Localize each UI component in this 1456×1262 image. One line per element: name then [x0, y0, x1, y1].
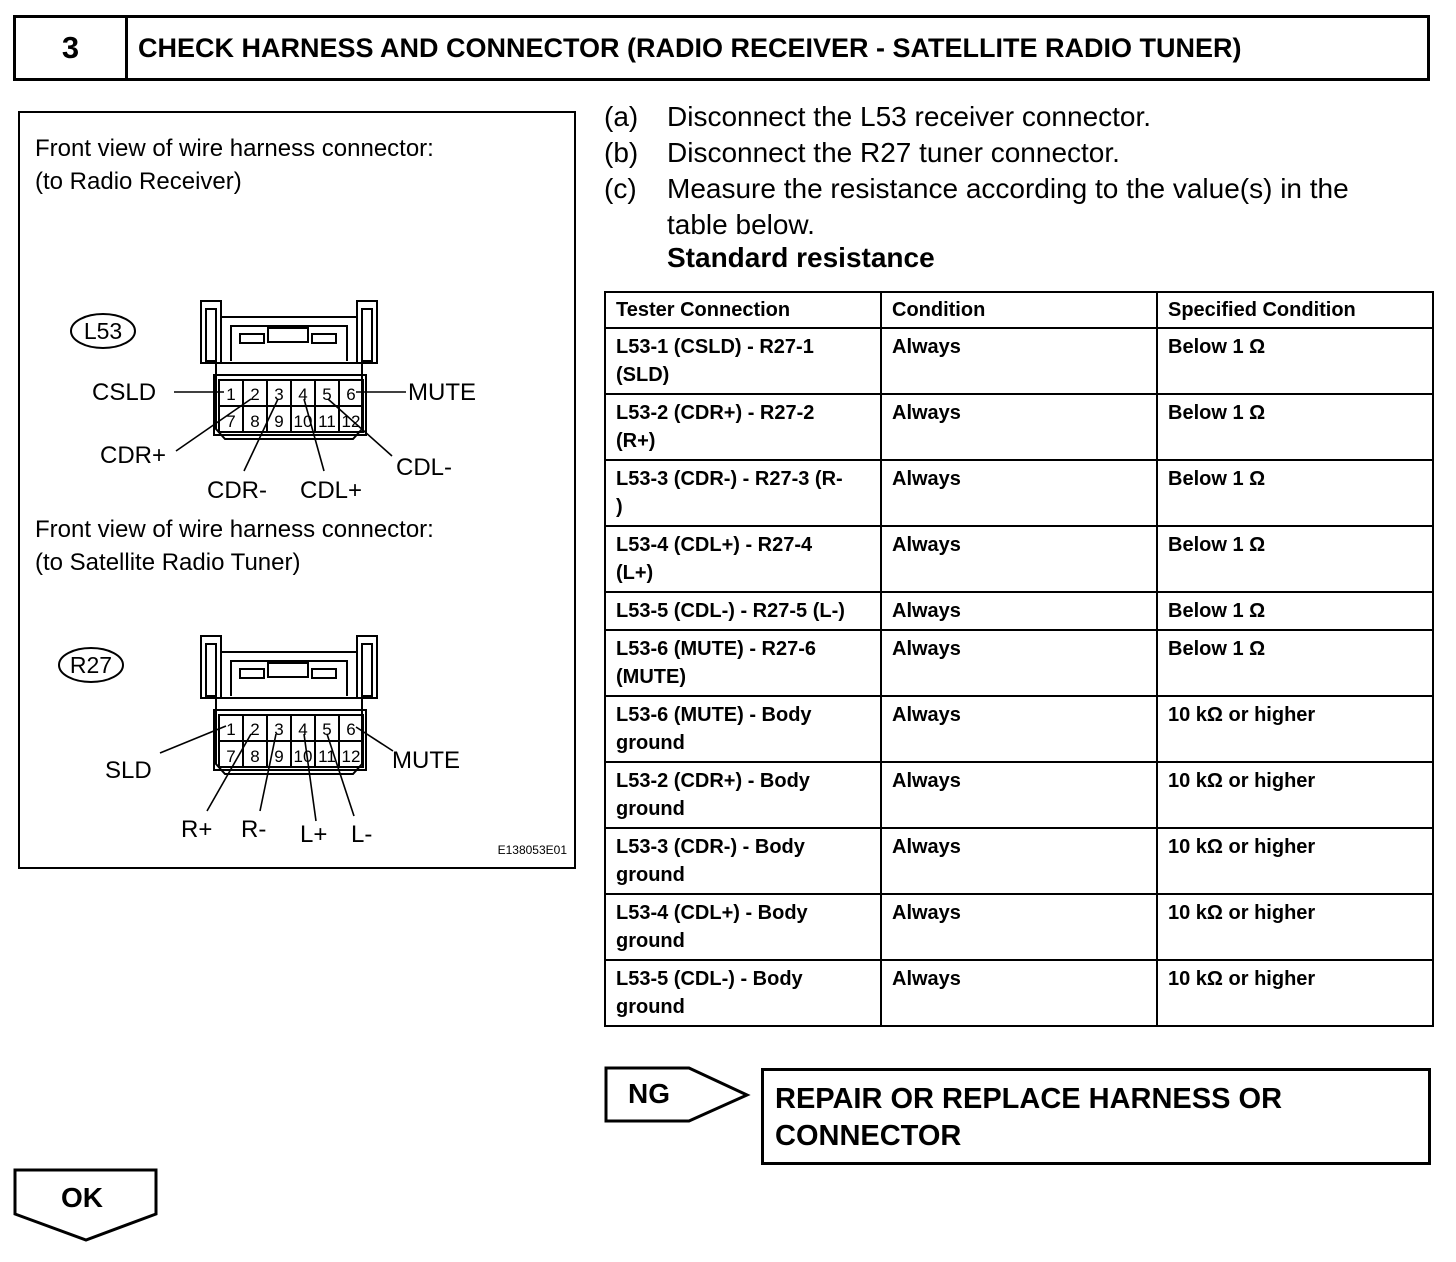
r27-id: R27 [69, 652, 113, 678]
l53-pin-3: 3 [274, 385, 284, 404]
ng-arrow [604, 1066, 752, 1126]
cell-specified-condition: 10 kΩ or higher [1157, 828, 1433, 894]
l53-pin-numbers [226, 385, 360, 431]
table-row [605, 328, 1433, 394]
r27-pin-12: 12 [341, 747, 361, 766]
label-mute-r27: MUTE [392, 747, 460, 774]
header-condition: Condition [881, 292, 1157, 328]
step-number: 3 [16, 18, 128, 78]
r27-pin-1: 1 [226, 720, 236, 739]
r27-pin-11: 11 [318, 747, 336, 766]
ng-label: NG [628, 1078, 670, 1109]
table-row [605, 894, 1433, 960]
header-specified-condition: Specified Condition [1157, 292, 1433, 328]
table-row [605, 526, 1433, 592]
label-csld: CSLD [92, 379, 157, 406]
step-c-text-line2: table below. [667, 209, 815, 240]
label-cdl-minus: CDL- [396, 454, 453, 481]
conn2-caption-line2: (to Satellite Radio Tuner) [35, 549, 301, 576]
figure-code: E138053E01 [497, 843, 567, 857]
conn1-caption-line2: (to Radio Receiver) [35, 168, 242, 195]
l53-pin-9: 9 [274, 412, 284, 431]
tester-connection-line1: L53-6 (MUTE) - Body [616, 704, 812, 726]
tester-connection-line2: (MUTE) [616, 666, 686, 688]
r27-pin-7: 7 [226, 747, 236, 766]
label-r-minus: R- [241, 816, 267, 843]
step-c-label: (c) [604, 173, 637, 204]
l53-pin-5: 5 [322, 385, 332, 404]
cell-condition: Always [881, 526, 1157, 592]
r27-pin-3: 3 [274, 720, 284, 739]
cell-tester-connection [605, 630, 881, 696]
l53-id: L53 [83, 318, 123, 344]
ng-result-text [775, 1081, 1282, 1155]
resistance-table [604, 291, 1434, 1027]
tester-connection-line2: (SLD) [616, 364, 670, 386]
label-sld: SLD [105, 757, 152, 784]
table-row [605, 696, 1433, 762]
step-header [13, 15, 1430, 81]
cell-condition: Always [881, 394, 1157, 460]
standard-resistance-heading: Standard resistance [667, 242, 935, 273]
tester-connection-line2: ground [616, 798, 685, 820]
cell-specified-condition: Below 1 Ω [1157, 460, 1433, 526]
table-row [605, 960, 1433, 1026]
cell-tester-connection [605, 828, 881, 894]
cell-specified-condition: Below 1 Ω [1157, 592, 1433, 630]
cell-tester-connection [605, 328, 881, 394]
tester-connection-line1: L53-2 (CDR+) - R27-2 [616, 402, 815, 424]
header-tester-connection: Tester Connection [605, 292, 881, 328]
tester-connection-line2: ground [616, 996, 685, 1018]
r27-pin-6: 6 [346, 720, 356, 739]
cell-condition: Always [881, 960, 1157, 1026]
cell-tester-connection [605, 696, 881, 762]
label-mute-l53: MUTE [408, 379, 476, 406]
table-header-row [605, 292, 1433, 328]
step-a-text: Disconnect the L53 receiver connector. [667, 101, 1152, 132]
tester-connection-line1: L53-5 (CDL-) - Body [616, 968, 803, 990]
r27-pin-2: 2 [250, 720, 260, 739]
step-b-text: Disconnect the R27 tuner connector. [667, 137, 1120, 168]
cell-condition: Always [881, 460, 1157, 526]
tester-connection-line2: (R+) [616, 430, 656, 452]
table-row [605, 592, 1433, 630]
table-row [605, 460, 1433, 526]
l53-pin-12: 12 [341, 412, 361, 431]
cell-tester-connection [605, 526, 881, 592]
cell-condition: Always [881, 328, 1157, 394]
label-cdl-plus: CDL+ [300, 477, 363, 504]
ng-result-line2: CONNECTOR [775, 1120, 962, 1152]
l53-pin-4: 4 [298, 385, 308, 404]
tester-connection-line1: L53-5 (CDL-) - R27-5 (L-) [616, 600, 845, 622]
l53-signal-labels [92, 379, 476, 504]
cell-specified-condition: Below 1 Ω [1157, 630, 1433, 696]
cell-condition: Always [881, 630, 1157, 696]
table-row [605, 828, 1433, 894]
ng-result-box [761, 1068, 1431, 1165]
cell-specified-condition: Below 1 Ω [1157, 328, 1433, 394]
l53-pin-10: 10 [293, 412, 313, 431]
tester-connection-line2: ground [616, 864, 685, 886]
tester-connection-line1: L53-6 (MUTE) - R27-6 [616, 638, 817, 660]
step-b-label: (b) [604, 137, 639, 168]
r27-pin-10: 10 [293, 747, 313, 766]
l53-pin-7: 7 [226, 412, 236, 431]
cell-specified-condition: Below 1 Ω [1157, 526, 1433, 592]
cell-condition: Always [881, 894, 1157, 960]
cell-tester-connection [605, 460, 881, 526]
cell-specified-condition: Below 1 Ω [1157, 394, 1433, 460]
tester-connection-line1: L53-2 (CDR+) - Body [616, 770, 810, 792]
cell-specified-condition: 10 kΩ or higher [1157, 762, 1433, 828]
label-l-plus: L+ [300, 821, 328, 848]
r27-pin-5: 5 [322, 720, 332, 739]
cell-condition: Always [881, 828, 1157, 894]
r27-pin-9: 9 [274, 747, 284, 766]
tester-connection-line1: L53-4 (CDL+) - R27-4 [616, 534, 813, 556]
tester-connection-line1: L53-1 (CSLD) - R27-1 [616, 336, 814, 358]
label-cdr-minus: CDR- [207, 477, 267, 504]
connector-figure [18, 111, 576, 869]
tester-connection-line2: ground [616, 732, 685, 754]
tester-connection-line1: L53-4 (CDL+) - Body [616, 902, 808, 924]
label-cdr-plus: CDR+ [100, 442, 167, 469]
conn1-caption-line1: Front view of wire harness connector: [35, 135, 434, 162]
cell-tester-connection [605, 960, 881, 1026]
step-a-label: (a) [604, 101, 639, 132]
r27-pin-8: 8 [250, 747, 260, 766]
cell-tester-connection [605, 592, 881, 630]
cell-condition: Always [881, 762, 1157, 828]
ng-result-line1: REPAIR OR REPLACE HARNESS OR [775, 1083, 1283, 1115]
ok-label: OK [61, 1182, 103, 1213]
cell-tester-connection [605, 894, 881, 960]
cell-condition: Always [881, 592, 1157, 630]
table-row [605, 630, 1433, 696]
r27-pin-4: 4 [298, 720, 308, 739]
cell-specified-condition: 10 kΩ or higher [1157, 696, 1433, 762]
table-body [605, 328, 1433, 1026]
l53-pin-1: 1 [226, 385, 236, 404]
step-c-text: Measure the resistance according to the value(s) in the [667, 173, 1349, 204]
table-row [605, 762, 1433, 828]
connector-drawing [20, 113, 576, 869]
step-title: CHECK HARNESS AND CONNECTOR (RADIO RECEIVER - SATELLITE RADIO TUNER) [138, 32, 1242, 63]
cell-tester-connection [605, 394, 881, 460]
cell-specified-condition: 10 kΩ or higher [1157, 960, 1433, 1026]
tester-connection-line2: ) [616, 496, 623, 518]
tester-connection-line1: L53-3 (CDR-) - R27-3 (R- [616, 468, 843, 490]
cell-condition: Always [881, 696, 1157, 762]
label-r-plus: R+ [181, 816, 213, 843]
label-l-minus: L- [351, 821, 373, 848]
l53-pin-11: 11 [318, 412, 336, 431]
cell-specified-condition: 10 kΩ or higher [1157, 894, 1433, 960]
tester-connection-line2: ground [616, 930, 685, 952]
table-row [605, 394, 1433, 460]
l53-pin-8: 8 [250, 412, 260, 431]
l53-pin-2: 2 [250, 385, 260, 404]
tester-connection-line1: L53-3 (CDR-) - Body [616, 836, 805, 858]
l53-pin-6: 6 [346, 385, 356, 404]
tester-connection-line2: (L+) [616, 562, 654, 584]
cell-tester-connection [605, 762, 881, 828]
conn2-caption-line1: Front view of wire harness connector: [35, 516, 434, 543]
